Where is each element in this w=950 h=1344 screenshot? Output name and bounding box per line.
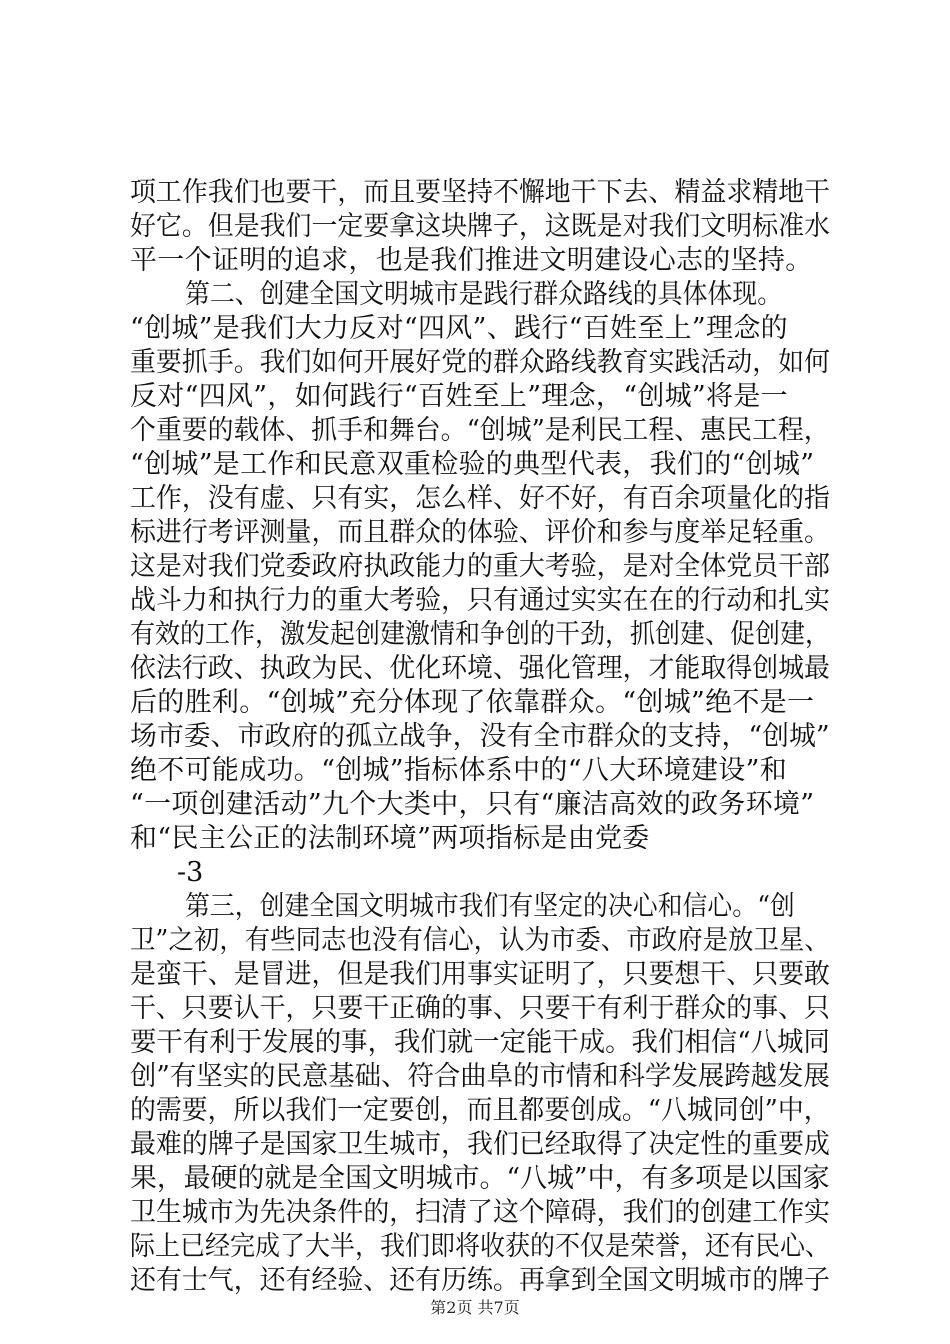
text-line: 标进行考评测量，而且群众的体验、评价和参与度举足轻重。 <box>130 517 830 548</box>
text-line: 好它。但是我们一定要拿这块牌子，这既是对我们文明标准水 <box>130 211 830 242</box>
text-line: “创城”是工作和民意双重检验的典型代表，我们的“创城” <box>130 449 815 480</box>
paragraph-start-line: 第二、创建全国文明城市是践行群众路线的具体体现。 <box>185 279 783 310</box>
text-line: 干、只要认干，只要干正确的事、只要干有利于群众的事、只 <box>130 993 830 1024</box>
text-line: “创城”是我们大力反对“四风”、践行“百姓至上”理念的 <box>130 313 788 344</box>
text-line: 项工作我们也要干，而且要坚持不懈地干下去、精益求精地干 <box>130 177 830 208</box>
text-line: 还有士气，还有经验、还有历练。再拿到全国文明城市的牌子 <box>130 1265 830 1296</box>
text-line: 创”有坚实的民意基础、符合曲阜的市情和科学发展跨越发展 <box>130 1061 830 1092</box>
text-line: 平一个证明的追求，也是我们推进文明建设心志的坚持。 <box>130 245 813 276</box>
text-line: 反对“四风”，如何践行“百姓至上”理念，“创城”将是一 <box>130 381 788 412</box>
text-line: 这是对我们党委政府执政能力的重大考验，是对全体党员干部 <box>130 551 830 582</box>
text-line: 的需要，所以我们一定要创，而且都要创成。“八城同创”中， <box>130 1095 830 1126</box>
text-line: 最难的牌子是国家卫生城市，我们已经取得了决定性的重要成 <box>130 1129 830 1160</box>
text-line: 后的胜利。“创城”充分体现了依靠群众。“创城”绝不是一 <box>130 687 815 718</box>
text-line: 卫”之初，有些同志也没有信心，认为市委、市政府是放卫星、 <box>130 925 830 956</box>
text-line: 果，最硬的就是全国文明城市。“八城”中，有多项是以国家 <box>130 1163 830 1194</box>
paragraph-start-line: 第三，创建全国文明城市我们有坚定的决心和信心。“创 <box>185 891 795 922</box>
text-line: 依法行政、执政为民、优化环境、强化管理，才能取得创城最 <box>130 653 830 684</box>
text-line: 绝不可能成功。“创城”指标体系中的“八大环境建设”和 <box>130 755 788 786</box>
text-line: 个重要的载体、抓手和舞台。“创城”是利民工程、惠民工程， <box>130 415 830 446</box>
text-line: 场市委、市政府的孤立战争，没有全市群众的支持，“创城” <box>130 721 830 752</box>
text-line: 工作，没有虚、只有实，怎么样、好不好，有百余项量化的指 <box>130 483 830 514</box>
text-line: 卫生城市为先决条件的，扫清了这个障碍，我们的创建工作实 <box>130 1197 830 1228</box>
text-line: 际上已经完成了大半，我们即将收获的不仅是荣誉，还有民心、 <box>130 1231 830 1262</box>
text-line: 重要抓手。我们如何开展好党的群众路线教育实践活动，如何 <box>130 347 830 378</box>
text-line: 是蛮干、是冒进，但是我们用事实证明了，只要想干、只要敢 <box>130 959 830 990</box>
text-line: 和“民主公正的法制环境”两项指标是由党委 <box>130 823 650 854</box>
text-line: 战斗力和执行力的重大考验，只有通过实实在在的行动和扎实 <box>130 585 830 616</box>
text-line: 有效的工作，激发起创建激情和争创的干劲，抓创建、促创建， <box>130 619 830 650</box>
text-line: “一项创建活动”九个大类中，只有“廉洁高效的政务环境” <box>130 789 815 820</box>
page-marker: -3 <box>177 857 204 888</box>
text-line: 要干有利于发展的事，我们就一定能干成。我们相信“八城同 <box>130 1027 830 1058</box>
page-footer: 第2页 共7页 <box>430 1298 520 1317</box>
